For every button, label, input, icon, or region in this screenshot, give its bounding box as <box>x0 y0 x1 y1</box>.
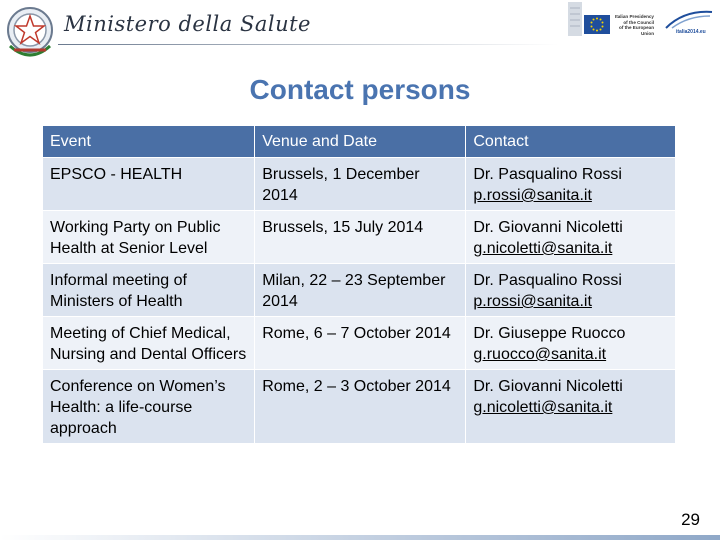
venue-date-cell: Brussels, 15 July 2014 <box>255 211 466 264</box>
event-cell: EPSCO - HEALTH <box>43 158 255 211</box>
presidency-swoosh-icon <box>664 8 714 30</box>
eu-flag-icon <box>584 15 610 34</box>
venue-date-cell: Milan, 22 – 23 September 2014 <box>255 264 466 317</box>
page-title: Contact persons <box>249 74 471 105</box>
event-cell: Meeting of Chief Medical, Nursing and Dental Officers <box>43 317 255 370</box>
venue-date-cell: Rome, 6 – 7 October 2014 <box>255 317 466 370</box>
contact-name: Dr. Pasqualino Rossi <box>473 272 622 289</box>
column-header-venue-date: Venue and Date <box>255 126 466 158</box>
contact-name: Dr. Pasqualino Rossi <box>473 166 622 183</box>
event-cell: Informal meeting of Ministers of Health <box>43 264 255 317</box>
column-header-contact: Contact <box>466 126 676 158</box>
event-cell: Working Party on Public Health at Senior Level <box>43 211 255 264</box>
table-row <box>43 211 676 264</box>
contact-name: Dr. Giovanni Nicoletti <box>473 219 623 236</box>
event-cell: Conference on Women’s Health: a life-course approach <box>43 370 255 444</box>
presidency-text: Italian Presidency of the Council of the European Union <box>614 14 654 36</box>
table-row <box>43 158 676 211</box>
contact-name: Dr. Giovanni Nicoletti <box>473 378 623 395</box>
contact-cell <box>466 158 676 211</box>
column-header-event: Event <box>43 126 255 158</box>
page-number: 29 <box>681 510 700 529</box>
contact-email-link[interactable]: p.rossi@sanita.it <box>473 293 592 310</box>
header <box>0 0 720 72</box>
presidency-url: italia2014.eu <box>676 29 706 35</box>
contact-email-link[interactable]: p.rossi@sanita.it <box>473 187 592 204</box>
table-row <box>43 370 676 444</box>
venue-date-cell: Brussels, 1 December 2014 <box>255 158 466 211</box>
venue-date-cell: Rome, 2 – 3 October 2014 <box>255 370 466 444</box>
contacts-table <box>42 125 676 444</box>
table-row <box>43 264 676 317</box>
contact-email-link[interactable]: g.nicoletti@sanita.it <box>473 399 613 416</box>
contact-name: Dr. Giuseppe Ruocco <box>473 325 626 342</box>
contact-cell <box>466 211 676 264</box>
contact-email-link[interactable]: g.ruocco@sanita.it <box>473 346 607 363</box>
table-row <box>43 317 676 370</box>
footer-divider <box>0 535 720 540</box>
contact-cell <box>466 370 676 444</box>
contact-cell <box>466 317 676 370</box>
ministry-title: Ministero della Salute <box>64 12 311 36</box>
council-building-icon <box>568 2 582 36</box>
table-header-row <box>43 126 676 158</box>
contact-cell <box>466 264 676 317</box>
header-divider <box>58 44 558 45</box>
contact-email-link[interactable]: g.nicoletti@sanita.it <box>473 240 613 257</box>
italian-republic-emblem-icon <box>2 2 58 66</box>
